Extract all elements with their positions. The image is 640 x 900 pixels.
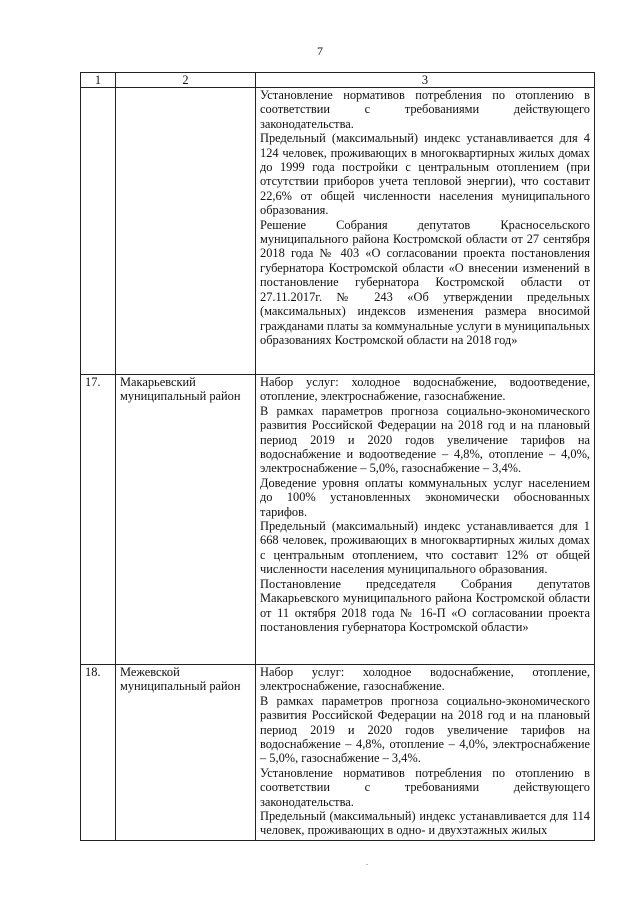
row-number: 18. bbox=[81, 665, 116, 841]
row-number bbox=[81, 88, 116, 375]
table-row bbox=[81, 375, 595, 665]
paragraph: Доведение уровня оплаты коммунальных услуг населением до 100% установленных экономически обоснованных тарифов. bbox=[260, 475, 590, 519]
row-number: 17. bbox=[81, 375, 116, 665]
table-row bbox=[81, 88, 595, 375]
paragraph: Установление нормативов потребления по отоплению в соответствии с требованиями действующего законодательства. bbox=[260, 765, 590, 809]
paragraph: В рамках параметров прогноза социально-экономического развития Российской Федерации на 2018 год и на плановый период 2019 и 2020 годов увеличение тарифов на водоснабжение – 4,8%, отопление – 4,0%, электроснабжение – 5,0%, газоснабжение – 3,4%. bbox=[260, 693, 590, 766]
table-row bbox=[81, 665, 595, 841]
table-header-row bbox=[81, 73, 595, 88]
document-table bbox=[80, 72, 595, 841]
paragraph: Установление нормативов потребления по отоплению в соответствии с требованиями действующего законодательства. bbox=[260, 88, 590, 131]
paragraph: Набор услуг: холодное водоснабжение, водоотведение, отопление, электроснабжение, газоснабжение. bbox=[260, 375, 590, 404]
paragraph: Предельный (максимальный) индекс устанавливается для 114 человек, проживающих в одно- и двухэтажных жилых bbox=[260, 809, 590, 838]
row-district: Межевской муниципальный район bbox=[116, 665, 256, 841]
paragraph: Предельный (максимальный) индекс устанавливается для 4 124 человек, проживающих в многоквартирных жилых домах до 1999 года постройки с центральным отоплением (при отсутствии приборов учета тепловой энергии), что составит 22,6% от общей численности населения муниципального образования. bbox=[260, 131, 590, 218]
paragraph: Предельный (максимальный) индекс устанавливается для 1 668 человек, проживающих в многоквартирных жилых домах с центральным отоплением, что составит 12% от общей численности населения муниципального образования. bbox=[260, 519, 590, 577]
row-district: Макарьевский муниципальный район bbox=[116, 375, 256, 665]
row-content bbox=[256, 375, 595, 665]
header-cell-content: 3 bbox=[256, 73, 595, 88]
row-content bbox=[256, 88, 595, 375]
header-cell-district: 2 bbox=[116, 73, 256, 88]
page-number: 7 bbox=[317, 44, 323, 58]
paragraph: Решение Собрания депутатов Красносельского муниципального района Костромской области от 27 сентября 2018 года № 403 «О согласовании проекта постановления губернатора Костромской области «О внесении изменений в постановление губернатора Костромской области от 27.11.2017г. № 243 «Об утверждении предельных (максимальных) индексов изменения размера вносимой гражданами платы за коммунальные услуги в муниципальных образованиях Костромской области на 2018 год» bbox=[260, 217, 590, 347]
header-cell-number: 1 bbox=[81, 73, 116, 88]
paragraph: В рамках параметров прогноза социально-экономического развития Российской Федерации на 2018 год и на плановый период 2019 и 2020 годов увеличение тарифов на водоснабжение и водоотведение – 4,8%, отопление – 4,0%, электроснабжение – 5,0%, газоснабжение – 3,4%. bbox=[260, 403, 590, 476]
paragraph: Постановление председателя Собрания депутатов Макарьевского муниципального района Костромской области от 11 октября 2018 года № 16-П «О согласовании проекта постановления губернатора Костромской области» bbox=[260, 576, 590, 634]
row-district bbox=[116, 88, 256, 375]
footer-mark: . bbox=[366, 858, 368, 867]
row-content bbox=[256, 665, 595, 841]
paragraph: Набор услуг: холодное водоснабжение, отопление, электроснабжение, газоснабжение. bbox=[260, 665, 590, 694]
